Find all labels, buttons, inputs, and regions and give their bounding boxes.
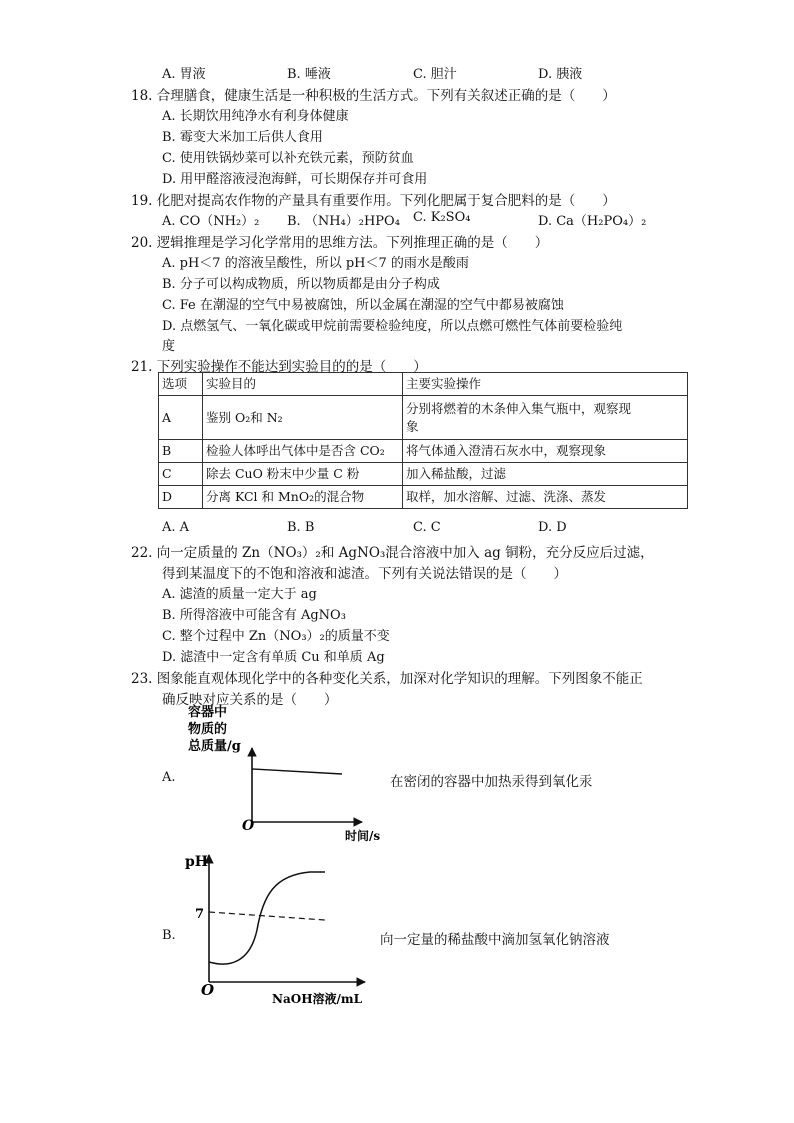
q19-option-b: B. （NH₄）₂HPO₄ bbox=[287, 214, 400, 229]
graph-a-letter: A. bbox=[162, 770, 176, 785]
graph-a-ylabel-line: 物质的 bbox=[188, 722, 228, 737]
table-header: 实验目的 bbox=[203, 373, 403, 396]
q22-option-d: D. 滤渣中一定含有单质 Cu 和单质 Ag bbox=[162, 650, 385, 665]
q19-option-a: A. CO（NH₂）₂ bbox=[162, 214, 260, 229]
experiment-table bbox=[158, 372, 688, 509]
q17-option-a: A. 胃液 bbox=[162, 67, 206, 82]
q20-option-c: C. Fe 在潮湿的空气中易被腐蚀，所以金属在潮湿的空气中都易被腐蚀 bbox=[162, 298, 564, 313]
graph-a-mass-line bbox=[252, 769, 342, 774]
table-cell-line: 象 bbox=[406, 418, 419, 434]
table-row bbox=[159, 486, 688, 509]
graph-b-ylabel: pH bbox=[185, 854, 209, 870]
q17-option-b: B. 唾液 bbox=[287, 67, 331, 82]
graph-b-xlabel: NaOH溶液/mL bbox=[272, 992, 363, 1006]
q18-option-a: A. 长期饮用纯净水有利身体健康 bbox=[162, 109, 349, 124]
q21-stem: 21. 下列实验操作不能达到实验目的的是（ ） bbox=[131, 359, 427, 375]
table-cell: 鉴别 O₂和 N₂ bbox=[203, 396, 403, 440]
graph-b-origin: O bbox=[201, 981, 215, 999]
graph-b-ph-curve bbox=[209, 872, 325, 964]
q22-stem-line2: 得到某温度下的不饱和溶液和滤渣。下列有关说法错误的是（ ） bbox=[162, 566, 567, 582]
q21-option-a: A. A bbox=[162, 520, 190, 535]
table-cell: 检验人体呼出气体中是否含 CO₂ bbox=[203, 440, 403, 463]
table-row bbox=[159, 396, 688, 440]
graph-a-caption: 在密闭的容器中加热汞得到氧化汞 bbox=[390, 774, 593, 790]
table-cell bbox=[403, 396, 688, 440]
graph-b bbox=[175, 850, 395, 1010]
q23-stem-line1: 23. 图象能直观体现化学中的各种变化关系，加深对化学知识的理解。下列图象不能正 bbox=[131, 671, 643, 687]
q17-option-d: D. 胰液 bbox=[538, 67, 583, 82]
q23-stem-line2: 确反映对应关系的是（ ） bbox=[162, 692, 338, 708]
table-cell: B bbox=[159, 440, 203, 463]
table-row bbox=[159, 463, 688, 486]
graph-a bbox=[180, 700, 420, 845]
q20-option-a: A. pH＜7 的溶液呈酸性，所以 pH＜7 的雨水是酸雨 bbox=[162, 256, 469, 271]
q21-option-d: D. D bbox=[538, 520, 567, 535]
table-cell: 将气体通入澄清石灰水中，观察现象 bbox=[403, 440, 688, 463]
q22-option-c: C. 整个过程中 Zn（NO₃）₂的质量不变 bbox=[162, 629, 390, 644]
q18-option-d: D. 用甲醛溶液浸泡海鲜，可长期保存并可食用 bbox=[162, 172, 428, 187]
table-cell: 分离 KCl 和 MnO₂的混合物 bbox=[203, 486, 403, 509]
graph-b-ph7-label: 7 bbox=[195, 907, 205, 922]
table-cell: 取样，加水溶解、过滤、洗涤、蒸发 bbox=[403, 486, 688, 509]
graph-b-caption: 向一定量的稀盐酸中滴加氢氧化钠溶液 bbox=[380, 932, 610, 948]
graph-a-xlabel: 时间/s bbox=[345, 829, 381, 843]
q20-option-b: B. 分子可以构成物质，所以物质都是由分子构成 bbox=[162, 277, 440, 292]
table-header: 主要实验操作 bbox=[403, 373, 688, 396]
q17-option-c: C. 胆汁 bbox=[413, 67, 457, 82]
q19-stem: 19. 化肥对提高农作物的产量具有重要作用。下列化肥属于复合肥料的是（ ） bbox=[131, 193, 616, 209]
table-row bbox=[159, 440, 688, 463]
q19-option-d: D. Ca（H₂PO₄）₂ bbox=[538, 214, 647, 229]
q18-option-b: B. 霉变大米加工后供人食用 bbox=[162, 130, 323, 145]
table-cell: C bbox=[159, 463, 203, 486]
table-header: 选项 bbox=[159, 373, 203, 396]
graph-a-ylabel-line: 总质量/g bbox=[188, 739, 241, 754]
q18-stem: 18. 合理膳食，健康生活是一种积极的生活方式。下列有关叙述正确的是（ ） bbox=[131, 88, 616, 104]
q21-option-b: B. B bbox=[287, 520, 315, 535]
graph-b-ph7-reference-line bbox=[209, 912, 325, 920]
q22-option-a: A. 滤渣的质量一定大于 ag bbox=[162, 587, 317, 602]
table-cell-line: 分别将燃着的木条伸入集气瓶中，观察现 bbox=[406, 400, 632, 416]
table-cell: 除去 CuO 粉末中少量 C 粉 bbox=[203, 463, 403, 486]
table-cell: D bbox=[159, 486, 203, 509]
table-cell: A bbox=[159, 396, 203, 440]
q22-stem-line1: 22. 向一定质量的 Zn（NO₃）₂和 AgNO₃混合溶液中加入 ag 铜粉，充分反应后过滤， bbox=[131, 545, 654, 561]
table-header-row bbox=[159, 373, 688, 396]
graph-a-ylabel-line: 容器中 bbox=[188, 705, 228, 720]
q21-option-c: C. C bbox=[413, 520, 441, 535]
graph-a-origin: O bbox=[242, 818, 255, 834]
q22-option-b: B. 所得溶液中可能含有 AgNO₃ bbox=[162, 608, 346, 623]
q20-option-d: D. 点燃氢气、一氧化碳或甲烷前需要检验纯度，所以点燃可燃性气体前要检验纯 bbox=[162, 319, 623, 334]
q20-option-d-cont: 度 bbox=[162, 339, 176, 354]
table-cell: 加入稀盐酸，过滤 bbox=[403, 463, 688, 486]
q19-option-c: C. K₂SO₄ bbox=[413, 210, 471, 225]
q18-option-c: C. 使用铁锅炒菜可以补充铁元素，预防贫血 bbox=[162, 151, 414, 166]
graph-b-letter: B. bbox=[162, 928, 176, 943]
q20-stem: 20. 逻辑推理是学习化学常用的思维方法。下列推理正确的是（ ） bbox=[131, 235, 549, 251]
